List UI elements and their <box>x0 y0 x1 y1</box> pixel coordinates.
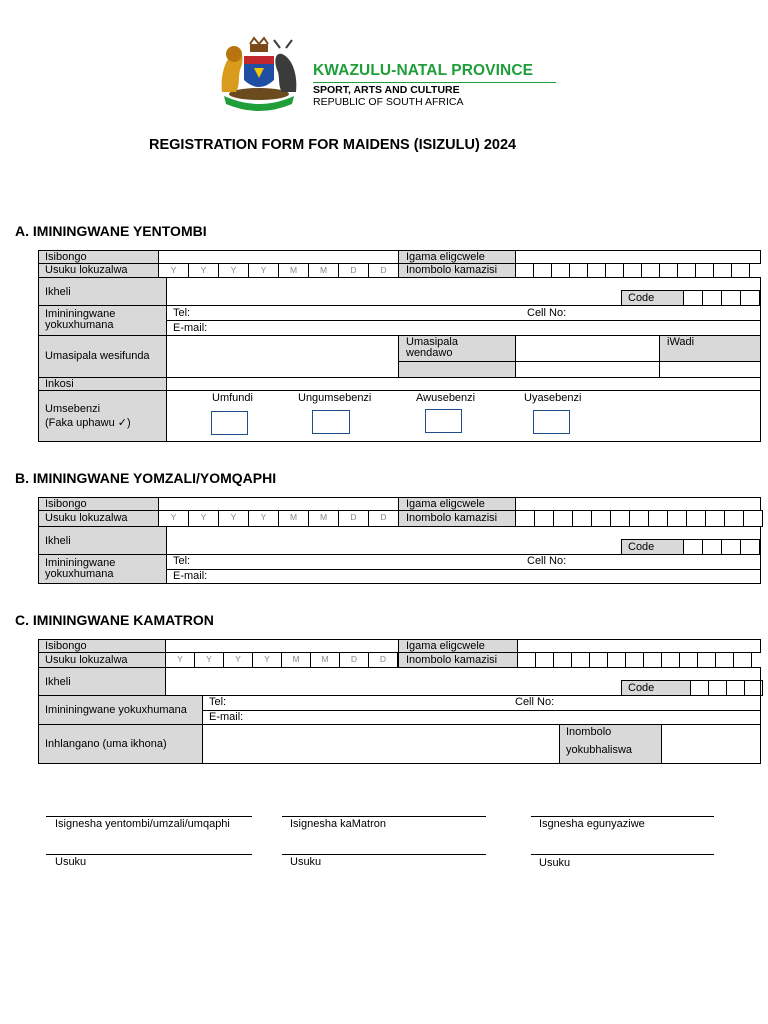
id-digit-box[interactable] <box>743 510 763 527</box>
id-digit-box[interactable] <box>629 510 649 527</box>
date-digit-box[interactable] <box>368 652 398 668</box>
cell-label: Cell No: <box>527 307 567 319</box>
inkosi-label: Inkosi <box>45 378 74 390</box>
registration-label-cell <box>559 724 662 764</box>
date-placeholder: Y <box>264 654 270 664</box>
email-label: E-mail: <box>209 711 244 723</box>
id-digit-box[interactable] <box>733 652 752 668</box>
id-digit-box[interactable] <box>686 510 706 527</box>
code-label-cell <box>621 680 691 696</box>
id-digit-box[interactable] <box>677 263 696 278</box>
date-placeholder: D <box>380 512 387 522</box>
date-placeholder: D <box>350 265 357 275</box>
date-digit-box[interactable] <box>308 263 339 278</box>
date-digit-box[interactable] <box>248 263 279 278</box>
tel-row <box>166 554 761 570</box>
id-digit-box[interactable] <box>731 263 750 278</box>
date-placeholder: Y <box>170 265 177 275</box>
code-digit-box[interactable] <box>690 680 709 696</box>
ikheli-label: Ikheli <box>45 286 71 298</box>
usuku-label-cell <box>38 652 166 668</box>
tel-label: Tel: <box>173 307 191 319</box>
isibongo-input[interactable] <box>158 250 399 264</box>
email-label: E-mail: <box>173 570 208 582</box>
ikheli-label-cell <box>38 667 166 696</box>
date-digit-box[interactable] <box>338 510 369 527</box>
district-municipality-input[interactable] <box>166 335 399 378</box>
date-placeholder: M <box>292 654 300 664</box>
isibongo-input[interactable] <box>165 639 399 653</box>
date-digit-box[interactable] <box>158 510 189 527</box>
option-uyasebenzi-checkbox[interactable] <box>533 410 570 434</box>
id-digit-box[interactable] <box>713 263 732 278</box>
igama-input[interactable] <box>515 497 761 511</box>
code-label-cell <box>621 290 684 306</box>
isibongo-label-cell <box>38 250 159 264</box>
id-digit-box[interactable] <box>605 263 624 278</box>
option-awusebenzi-label: Awusebenzi <box>416 392 476 404</box>
id-digit-box[interactable] <box>667 510 687 527</box>
date-digit-box[interactable] <box>158 263 189 278</box>
date-placeholder: Y <box>235 654 241 664</box>
code-digit-box[interactable] <box>721 290 741 306</box>
id-digit-box[interactable] <box>625 652 644 668</box>
section-a-title: A. IMININGWANE YENTOMBI <box>15 223 207 239</box>
date-digit-box[interactable] <box>218 510 249 527</box>
date-maiden-label: Usuku <box>55 856 87 868</box>
id-digit-box[interactable] <box>610 510 630 527</box>
id-digit-box[interactable] <box>535 652 554 668</box>
contact-label: Imininingwane yokuxhumana <box>45 704 187 716</box>
id-digit-box[interactable] <box>591 510 611 527</box>
date-placeholder: D <box>350 512 357 522</box>
id-digit-box[interactable] <box>569 263 588 278</box>
organization-label-cell <box>38 724 203 764</box>
id-label-cell <box>398 652 518 668</box>
department-name: SPORT, ARTS AND CULTURE <box>313 84 460 96</box>
igama-label-cell <box>398 639 518 653</box>
id-digit-box[interactable] <box>533 263 552 278</box>
date-digit-box[interactable] <box>338 263 369 278</box>
organization-label: Inhlangano (uma ikhona) <box>45 738 167 750</box>
email-row <box>166 569 761 584</box>
code-digit-box[interactable] <box>708 680 727 696</box>
igama-label: Igama eligcwele <box>406 640 485 652</box>
igama-label: Igama eligcwele <box>406 251 485 263</box>
date-matron-label: Usuku <box>290 856 322 868</box>
date-digit-box[interactable] <box>281 652 311 668</box>
usuku-label: Usuku lokuzalwa <box>45 654 128 666</box>
igama-label-cell <box>398 497 516 511</box>
isibongo-label-cell <box>38 497 159 511</box>
header-divider <box>313 82 556 83</box>
local-municipality-input-2[interactable] <box>515 361 660 378</box>
id-digit-box[interactable] <box>517 652 536 668</box>
id-digit-box[interactable] <box>643 652 662 668</box>
id-digit-box[interactable] <box>648 510 668 527</box>
ikheli-label-cell <box>38 526 167 555</box>
coat-of-arms-logo <box>214 34 304 114</box>
tel-label: Tel: <box>173 555 191 567</box>
date-digit-box[interactable] <box>308 510 339 527</box>
occupation-hint: (Faka uphawu ✓) <box>45 417 131 429</box>
ikheli-label: Ikheli <box>45 535 71 547</box>
code-digit-box[interactable] <box>726 680 745 696</box>
isibongo-label-cell <box>38 639 166 653</box>
date-placeholder: Y <box>230 265 237 275</box>
local-municipality-input[interactable] <box>515 335 660 362</box>
igama-label: Igama eligcwele <box>406 498 485 510</box>
date-line-authorized[interactable] <box>531 854 714 855</box>
id-digit-box[interactable] <box>641 263 660 278</box>
id-digit-box[interactable] <box>661 652 680 668</box>
date-placeholder: Y <box>200 512 207 522</box>
date-placeholder: M <box>289 512 298 522</box>
date-placeholder: Y <box>206 654 212 664</box>
date-placeholder: M <box>289 265 298 275</box>
date-digit-box[interactable] <box>278 510 309 527</box>
code-digit-box[interactable] <box>744 680 763 696</box>
contact-label: Imininingwane yokuxhumana <box>45 308 116 331</box>
isibongo-input[interactable] <box>158 497 399 511</box>
org-name: KWAZULU-NATAL PROVINCE <box>313 62 534 79</box>
inkosi-label-cell <box>38 377 167 391</box>
id-digit-box[interactable] <box>659 263 678 278</box>
ward-label: iWadi <box>667 336 695 348</box>
code-digit-box[interactable] <box>740 290 760 306</box>
option-ungumsebenzi-label: Ungumsebenzi <box>298 392 372 404</box>
signature-line-matron[interactable] <box>282 816 486 817</box>
registration-label-line1: Inombolo <box>566 726 612 738</box>
code-label: Code <box>628 292 655 304</box>
contact-label-cell <box>38 695 203 725</box>
isibongo-label: Isibongo <box>45 498 87 510</box>
id-digit-box[interactable] <box>551 263 570 278</box>
date-digit-box[interactable] <box>339 652 369 668</box>
date-placeholder: Y <box>170 512 177 522</box>
tel-row <box>166 305 761 321</box>
id-digit-box[interactable] <box>534 510 554 527</box>
signature-line-maiden[interactable] <box>46 816 252 817</box>
date-digit-box[interactable] <box>278 263 309 278</box>
date-placeholder: M <box>319 265 328 275</box>
id-digit-box[interactable] <box>572 510 592 527</box>
district-municipality-label: Umasipala wesifunda <box>45 350 150 362</box>
date-digit-box[interactable] <box>223 652 253 668</box>
isibongo-label: Isibongo <box>45 251 87 263</box>
date-placeholder: Y <box>200 265 207 275</box>
date-line-matron[interactable] <box>282 854 486 855</box>
date-placeholder: M <box>319 512 328 522</box>
date-digit-box[interactable] <box>368 510 399 527</box>
registration-number-input[interactable] <box>661 724 761 764</box>
usuku-label: Usuku lokuzalwa <box>45 512 128 524</box>
date-authorized-label: Usuku <box>539 857 571 869</box>
code-label: Code <box>628 682 655 694</box>
date-digit-box[interactable] <box>218 263 249 278</box>
id-digit-box[interactable] <box>695 263 714 278</box>
id-digit-box[interactable] <box>623 263 642 278</box>
signature-line-authorized[interactable] <box>531 816 714 817</box>
code-digit-box[interactable] <box>740 539 760 555</box>
code-digit-box[interactable] <box>683 290 703 306</box>
option-umfundi-checkbox[interactable] <box>211 411 248 435</box>
registration-label-line2: yokubhaliswa <box>566 744 633 756</box>
option-umfundi-label: Umfundi <box>212 392 253 404</box>
date-placeholder: Y <box>260 265 267 275</box>
cell-label: Cell No: <box>527 555 567 567</box>
cell-label: Cell No: <box>515 696 555 708</box>
country-name: REPUBLIC OF SOUTH AFRICA <box>313 96 464 108</box>
occupation-options <box>166 390 761 442</box>
date-digit-box[interactable] <box>368 263 399 278</box>
section-b-title: B. IMININGWANE YOMZALI/YOMQAPHI <box>15 470 277 486</box>
igama-input[interactable] <box>517 639 761 653</box>
date-placeholder: Y <box>260 512 267 522</box>
signature-matron-label: Isignesha kaMatron <box>290 818 386 830</box>
id-digit-box[interactable] <box>553 652 572 668</box>
date-digit-box[interactable] <box>188 263 219 278</box>
code-label-cell <box>621 539 684 555</box>
contact-label: Imininingwane yokuxhumana <box>45 557 116 580</box>
usuku-label-cell <box>38 510 159 527</box>
date-placeholder: D <box>350 654 358 664</box>
tel-label: Tel: <box>209 696 227 708</box>
occupation-label-cell <box>38 390 167 442</box>
email-label: E-mail: <box>173 322 208 334</box>
option-ungumsebenzi-checkbox[interactable] <box>312 410 350 434</box>
code-digit-box[interactable] <box>721 539 741 555</box>
email-row <box>202 710 761 725</box>
option-awusebenzi-checkbox[interactable] <box>425 409 462 433</box>
id-digit-box[interactable] <box>571 652 590 668</box>
form-title: REGISTRATION FORM FOR MAIDENS (ISIZULU) 2024 <box>149 137 517 153</box>
ward-input[interactable] <box>659 361 761 378</box>
date-digit-box[interactable] <box>194 652 224 668</box>
date-placeholder: D <box>380 265 387 275</box>
code-digit-box[interactable] <box>683 539 703 555</box>
ikheli-label: Ikheli <box>45 676 71 688</box>
id-digit-box[interactable] <box>515 510 535 527</box>
id-digit-box[interactable] <box>705 510 725 527</box>
id-digit-box[interactable] <box>589 652 608 668</box>
date-digit-box[interactable] <box>188 510 219 527</box>
igama-input[interactable] <box>515 250 761 264</box>
occupation-label: Umsebenzi <box>45 403 101 415</box>
id-digit-box[interactable] <box>697 652 716 668</box>
date-digit-box[interactable] <box>248 510 279 527</box>
id-digit-box[interactable] <box>724 510 744 527</box>
ward-label-cell <box>659 335 761 362</box>
local-municipality-label: Umasipala wendawo <box>406 336 458 359</box>
date-digit-box[interactable] <box>252 652 282 668</box>
code-label: Code <box>628 541 655 553</box>
date-line-maiden[interactable] <box>46 854 252 855</box>
id-number-label: Inombolo kamazisi <box>406 512 498 524</box>
id-digit-box[interactable] <box>515 263 534 278</box>
local-label-cell <box>398 335 516 362</box>
id-digit-box[interactable] <box>587 263 606 278</box>
ikheli-label-cell <box>38 277 167 306</box>
date-placeholder: Y <box>177 654 183 664</box>
district-label-cell <box>38 335 167 378</box>
signature-authorized-label: Isgnesha egunyaziwe <box>539 818 645 830</box>
usuku-label: Usuku lokuzalwa <box>45 264 128 276</box>
igama-label-cell <box>398 250 516 264</box>
inkosi-input[interactable] <box>166 377 761 391</box>
id-label-cell <box>398 510 516 527</box>
code-digit-box[interactable] <box>702 539 722 555</box>
option-uyasebenzi-label: Uyasebenzi <box>524 392 582 404</box>
id-digit-box[interactable] <box>607 652 626 668</box>
date-digit-box[interactable] <box>165 652 195 668</box>
organization-input[interactable] <box>202 724 560 764</box>
contact-label-cell <box>38 305 167 336</box>
local-label-extra-cell <box>398 361 516 378</box>
isibongo-label: Isibongo <box>45 640 87 652</box>
id-digit-box[interactable] <box>679 652 698 668</box>
id-number-label: Inombolo kamazisi <box>406 654 498 666</box>
tel-row <box>202 695 761 711</box>
id-digit-box[interactable] <box>715 652 734 668</box>
email-row <box>166 320 761 336</box>
id-digit-box[interactable] <box>553 510 573 527</box>
contact-label-cell <box>38 554 167 584</box>
usuku-label-cell <box>38 263 159 278</box>
date-placeholder: Y <box>230 512 237 522</box>
signature-maiden-label: Isignesha yentombi/umzali/umqaphi <box>55 818 230 830</box>
date-placeholder: M <box>321 654 329 664</box>
id-number-label: Inombolo kamazisi <box>406 264 498 276</box>
id-label-cell <box>398 263 516 278</box>
code-digit-box[interactable] <box>702 290 722 306</box>
date-digit-box[interactable] <box>310 652 340 668</box>
date-placeholder: D <box>379 654 387 664</box>
section-c-title: C. IMININGWANE KAMATRON <box>15 612 214 628</box>
